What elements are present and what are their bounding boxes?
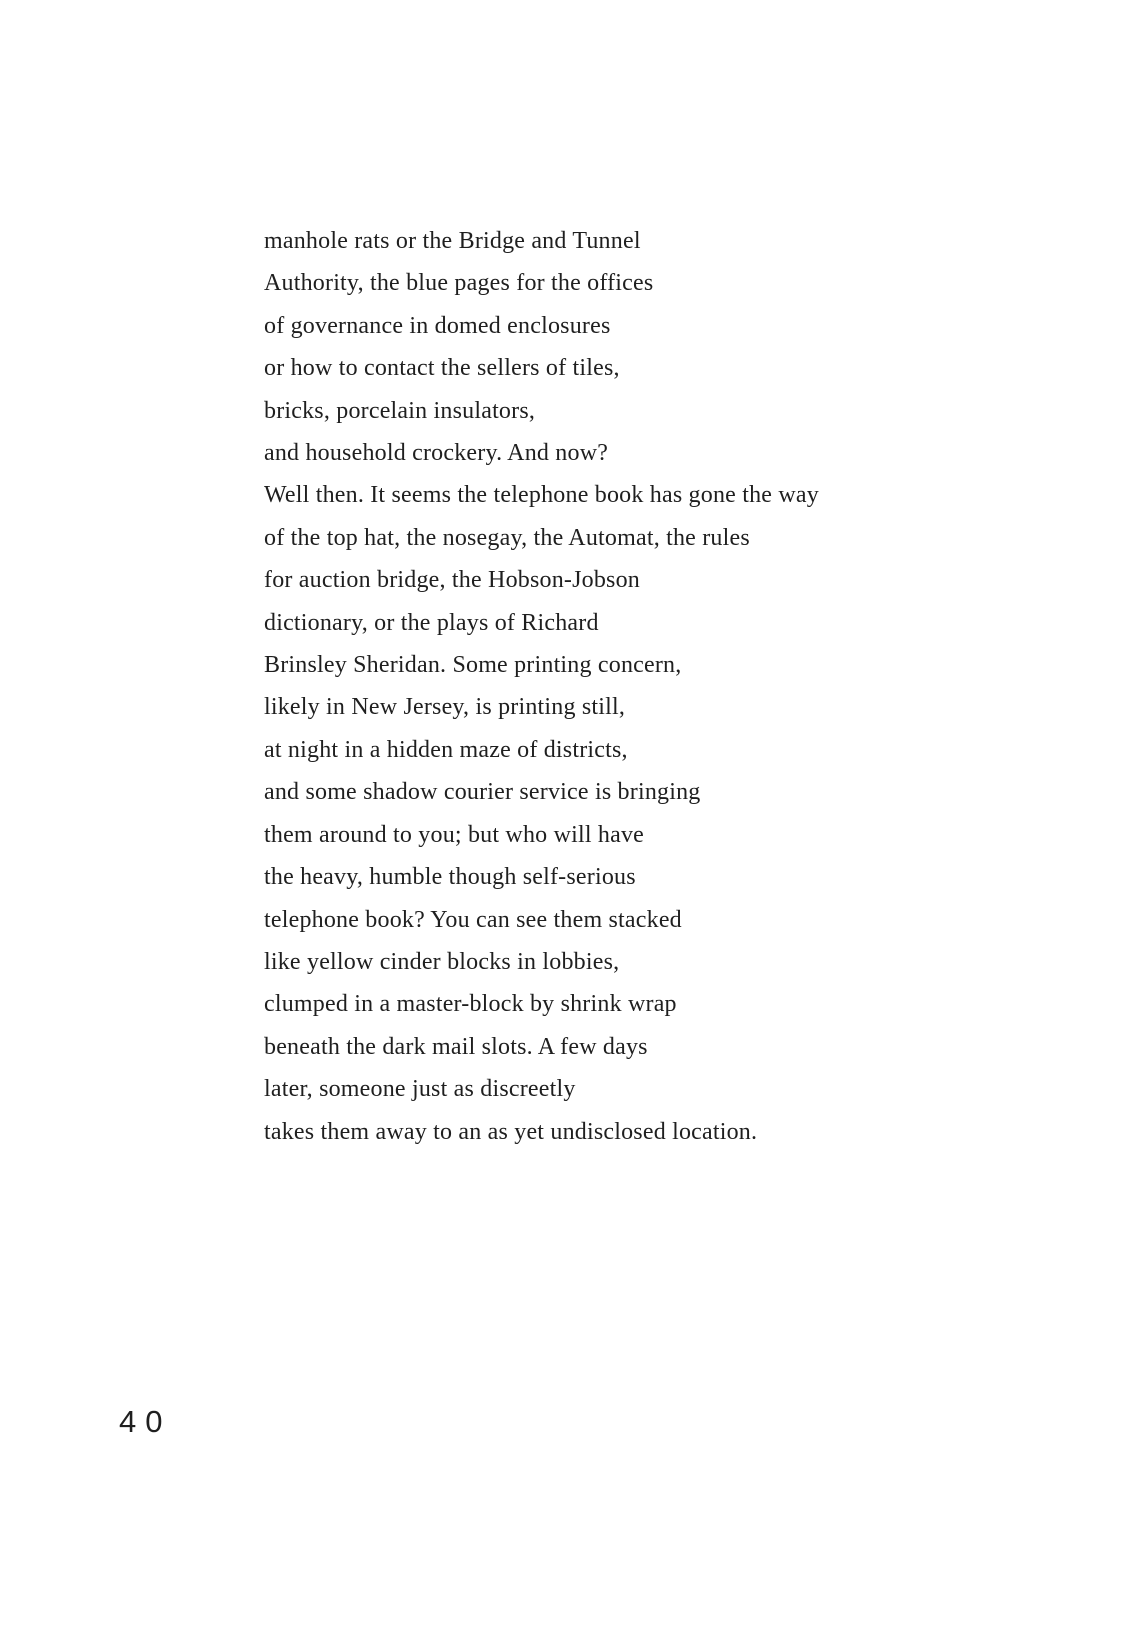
poem-line: clumped in a master-block by shrink wrap [264, 991, 677, 1018]
poem-line: at night in a hidden maze of districts, [264, 736, 628, 763]
poem-line: beneath the dark mail slots. A few days [264, 1033, 648, 1060]
poem-line: takes them away to an as yet undisclosed location. [264, 1118, 758, 1145]
poem-line: Well then. It seems the telephone book has gone the way [264, 482, 819, 509]
poem-line: of governance in domed enclosures [264, 312, 611, 339]
poem-line: likely in New Jersey, is printing still, [264, 694, 626, 721]
poem-line: of the top hat, the nosegay, the Automat, the rules [264, 524, 750, 551]
poem-line: and some shadow courier service is bringing [264, 779, 701, 806]
poem-line: like yellow cinder blocks in lobbies, [264, 948, 620, 975]
poem-line: and household crockery. And now? [264, 440, 609, 467]
poem-line: for auction bridge, the Hobson-Jobson [264, 567, 641, 594]
poem-line: telephone book? You can see them stacked [264, 906, 682, 933]
poem-line: manhole rats or the Bridge and Tunnel [264, 228, 641, 254]
poem-line: Authority, the blue pages for the offices [264, 270, 654, 297]
page-number: 40 [119, 1404, 172, 1439]
poem-line: the heavy, humble though self-serious [264, 864, 636, 891]
poem-text-block [264, 220, 984, 1153]
poem-line: bricks, porcelain insulators, [264, 397, 536, 424]
poem-line: dictionary, or the plays of Richard [264, 609, 599, 636]
poem-line: Brinsley Sheridan. Some printing concern, [264, 652, 682, 679]
poem-line: them around to you; but who will have [264, 821, 645, 848]
poem-line: later, someone just as discreetly [264, 1076, 576, 1103]
poem-line: or how to contact the sellers of tiles, [264, 355, 620, 382]
